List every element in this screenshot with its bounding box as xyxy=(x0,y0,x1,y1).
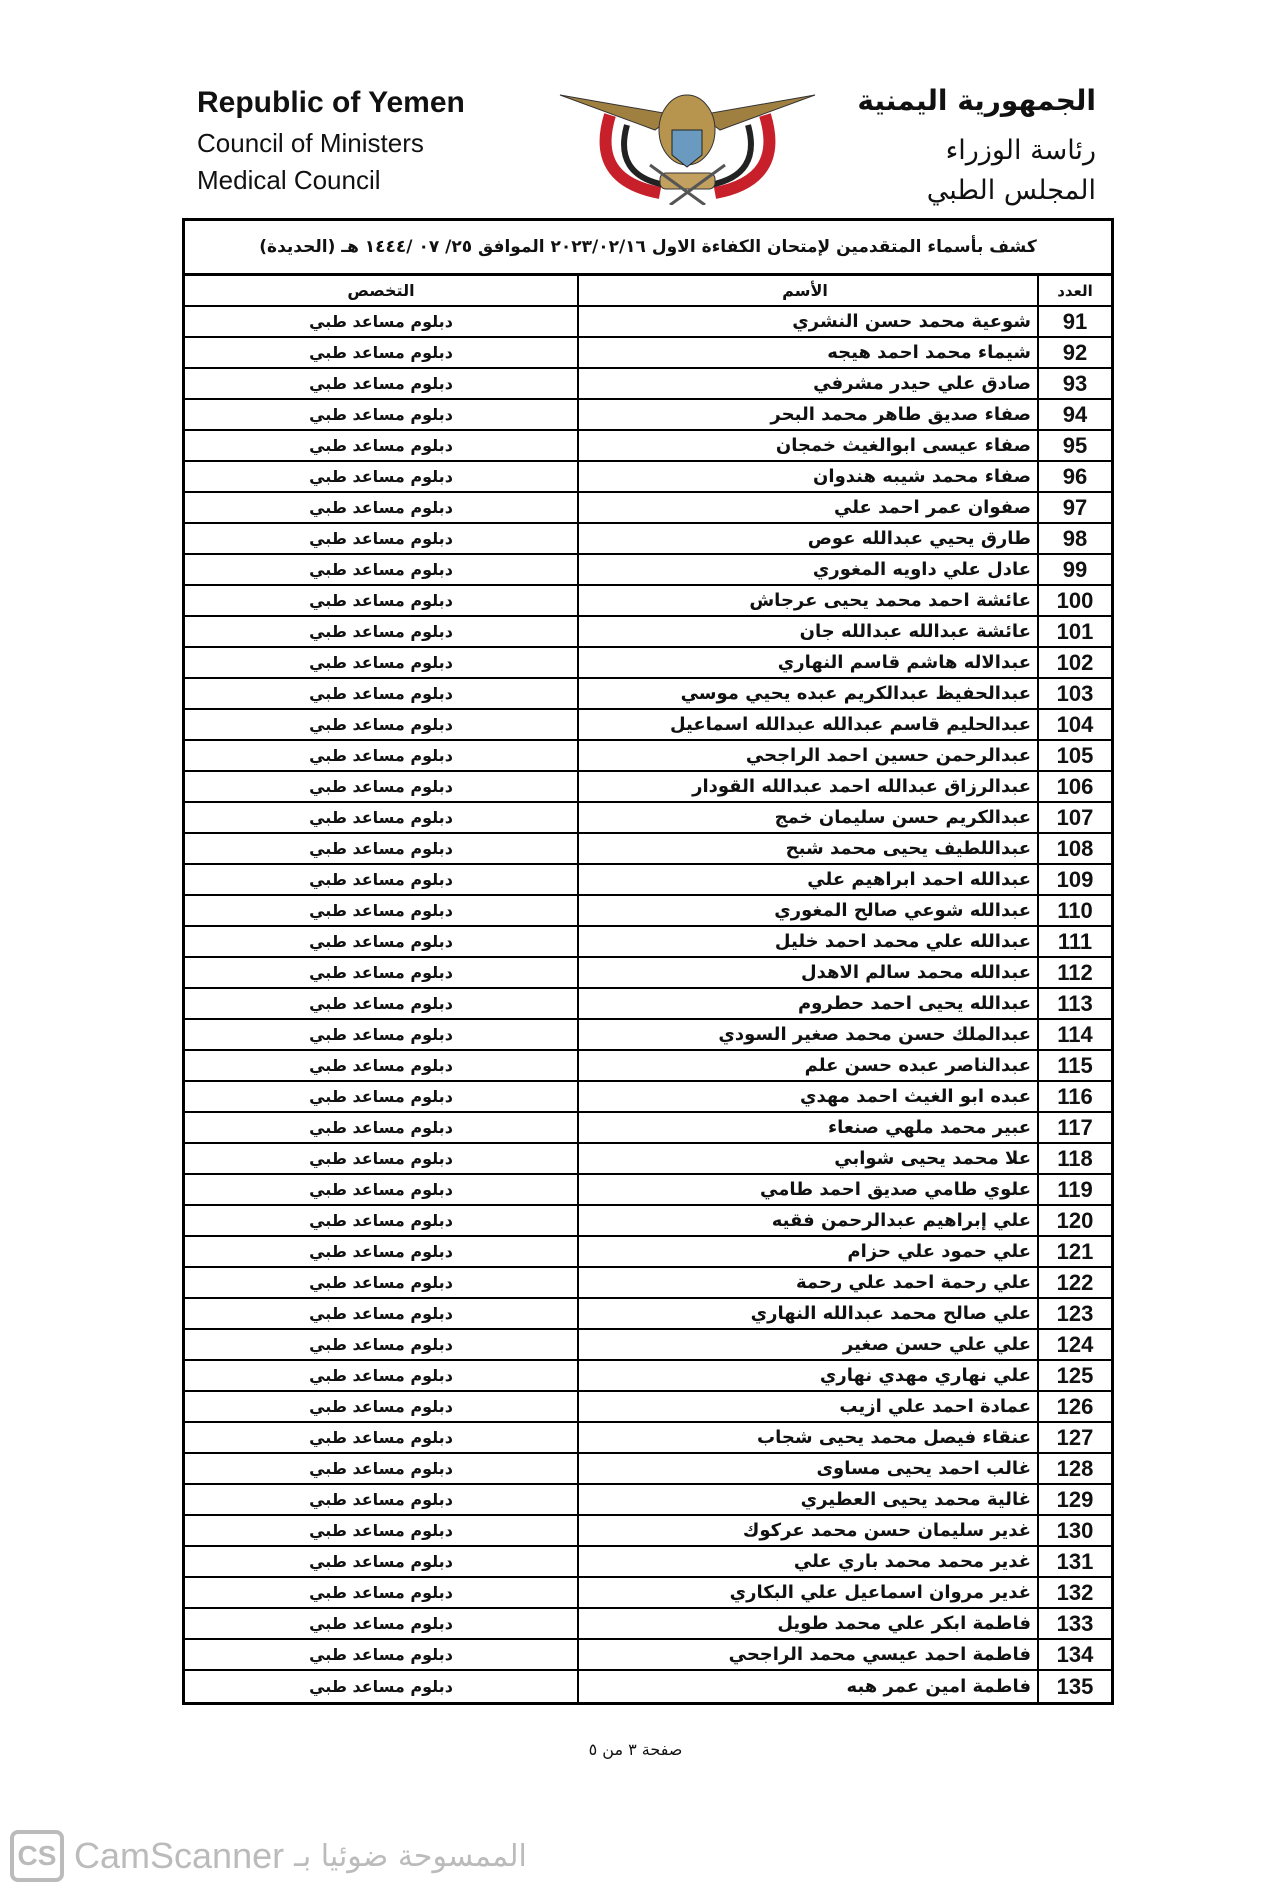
row-number: 124 xyxy=(1037,1330,1111,1359)
specialty: دبلوم مساعد طبي xyxy=(309,1118,453,1137)
table-row xyxy=(185,1268,1111,1299)
row-number: 104 xyxy=(1037,710,1111,739)
specialty: دبلوم مساعد طبي xyxy=(309,1490,453,1509)
table-row xyxy=(185,1671,1111,1702)
applicant-name: صادق علي حيدر مشرفي xyxy=(577,369,1037,398)
header-en-country: Republic of Yemen xyxy=(197,86,465,119)
row-number: 126 xyxy=(1037,1392,1111,1421)
watermark-arabic: الممسوحة ضوئيا بـ xyxy=(294,1838,527,1874)
row-number: 103 xyxy=(1037,679,1111,708)
specialty: دبلوم مساعد طبي xyxy=(309,560,453,579)
specialty: دبلوم مساعد طبي xyxy=(309,405,453,424)
table-row xyxy=(185,679,1111,710)
specialty: دبلوم مساعد طبي xyxy=(309,1677,453,1696)
table-row xyxy=(185,369,1111,400)
row-number: 120 xyxy=(1037,1206,1111,1235)
applicant-name: غالية محمد يحيى العطيري xyxy=(577,1485,1037,1514)
row-number: 98 xyxy=(1037,524,1111,553)
table-row xyxy=(185,1361,1111,1392)
row-number: 117 xyxy=(1037,1113,1111,1142)
applicant-name: غدير سليمان حسن محمد عركوك xyxy=(577,1516,1037,1545)
applicant-name: عبدالله شوعي صالح المغوري xyxy=(577,896,1037,925)
row-number: 114 xyxy=(1037,1020,1111,1049)
specialty: دبلوم مساعد طبي xyxy=(309,1552,453,1571)
watermark-brand: CamScanner xyxy=(74,1835,285,1876)
table-row xyxy=(185,462,1111,493)
row-number: 128 xyxy=(1037,1454,1111,1483)
specialty: دبلوم مساعد طبي xyxy=(309,312,453,331)
specialty: دبلوم مساعد طبي xyxy=(309,1273,453,1292)
row-number: 115 xyxy=(1037,1051,1111,1080)
table-row xyxy=(185,1144,1111,1175)
table-row xyxy=(185,1516,1111,1547)
applicant-name: غدير محمد محمد باري علي xyxy=(577,1547,1037,1576)
row-number: 132 xyxy=(1037,1578,1111,1607)
table-row xyxy=(185,1175,1111,1206)
table-row xyxy=(185,338,1111,369)
specialty: دبلوم مساعد طبي xyxy=(309,1521,453,1540)
applicant-name: عبدالرزاق عبدالله احمد عبدالله القودار xyxy=(577,772,1037,801)
row-number: 112 xyxy=(1037,958,1111,987)
row-number: 130 xyxy=(1037,1516,1111,1545)
specialty: دبلوم مساعد طبي xyxy=(309,498,453,517)
specialty: دبلوم مساعد طبي xyxy=(309,1397,453,1416)
row-number: 109 xyxy=(1037,865,1111,894)
table-row xyxy=(185,1020,1111,1051)
specialty: دبلوم مساعد طبي xyxy=(309,529,453,548)
table-row xyxy=(185,1237,1111,1268)
applicant-name: علي علي حسن صغير xyxy=(577,1330,1037,1359)
row-number: 135 xyxy=(1037,1671,1111,1702)
table-row xyxy=(185,1392,1111,1423)
row-number: 102 xyxy=(1037,648,1111,677)
camscanner-watermark xyxy=(10,1830,527,1882)
applicant-name: علي حمود علي حزام xyxy=(577,1237,1037,1266)
applicant-name: عبدالرحمن حسين احمد الراجحي xyxy=(577,741,1037,770)
table-row xyxy=(185,431,1111,462)
camscanner-logo-icon: CS xyxy=(10,1830,64,1882)
applicant-name: صفاء محمد شيبه هندوان xyxy=(577,462,1037,491)
specialty: دبلوم مساعد طبي xyxy=(309,1211,453,1230)
applicant-name: طارق يحيي عبدالله عوص xyxy=(577,524,1037,553)
table-row xyxy=(185,989,1111,1020)
table-row xyxy=(185,1113,1111,1144)
table-row xyxy=(185,1454,1111,1485)
specialty: دبلوم مساعد طبي xyxy=(309,839,453,858)
applicant-name: عائشة عبدالله عبدالله جان xyxy=(577,617,1037,646)
applicant-name: علي صالح محمد عبدالله النهاري xyxy=(577,1299,1037,1328)
applicant-name: علي رحمة احمد علي رحمة xyxy=(577,1268,1037,1297)
header-en-council: Council of Ministers xyxy=(197,128,424,158)
applicant-name: علا محمد يحيى شوابي xyxy=(577,1144,1037,1173)
applicant-name: فاطمة ابكر علي محمد طويل xyxy=(577,1609,1037,1638)
applicant-name: عبدالحفيظ عبدالكريم عبده يحيي موسي xyxy=(577,679,1037,708)
header-en-medical: Medical Council xyxy=(197,165,381,195)
row-number: 129 xyxy=(1037,1485,1111,1514)
table-row xyxy=(185,1299,1111,1330)
applicant-name: غالب احمد يحيى مساوى xyxy=(577,1454,1037,1483)
applicant-name: عبدالكريم حسن سليمان خمج xyxy=(577,803,1037,832)
specialty: دبلوم مساعد طبي xyxy=(309,1645,453,1664)
specialty: دبلوم مساعد طبي xyxy=(309,963,453,982)
table-row xyxy=(185,1640,1111,1671)
row-number: 95 xyxy=(1037,431,1111,460)
specialty: دبلوم مساعد طبي xyxy=(309,1149,453,1168)
row-number: 119 xyxy=(1037,1175,1111,1204)
column-header-specialty: التخصص xyxy=(347,281,415,300)
applicant-name: عبير محمد ملهي صنعاء xyxy=(577,1113,1037,1142)
column-header-number: العدد xyxy=(1037,276,1111,305)
applicant-name: عبداللطيف يحيى محمد شبح xyxy=(577,834,1037,863)
table-row xyxy=(185,400,1111,431)
applicant-name: عمادة احمد علي ازيب xyxy=(577,1392,1037,1421)
table-row xyxy=(185,927,1111,958)
specialty: دبلوم مساعد طبي xyxy=(309,1366,453,1385)
applicant-name: شيماء محمد احمد هيجه xyxy=(577,338,1037,367)
applicant-name: عادل علي داويه المغوري xyxy=(577,555,1037,584)
specialty: دبلوم مساعد طبي xyxy=(309,1087,453,1106)
table-row xyxy=(185,772,1111,803)
applicant-name: علي إبراهيم عبدالرحمن فقيه xyxy=(577,1206,1037,1235)
row-number: 118 xyxy=(1037,1144,1111,1173)
specialty: دبلوم مساعد طبي xyxy=(309,591,453,610)
applicant-name: عبدالناصر عبده حسن علم xyxy=(577,1051,1037,1080)
specialty: دبلوم مساعد طبي xyxy=(309,1335,453,1354)
applicants-table xyxy=(182,218,1114,1705)
row-number: 116 xyxy=(1037,1082,1111,1111)
table-title: كشف بأسماء المتقدمين لإمتحان الكفاءة الاول ٢٠٢٣/٠٢/١٦ الموافق ٢٥/ ٠٧ /١٤٤٤ هـ (الحديدة) xyxy=(185,221,1111,276)
row-number: 110 xyxy=(1037,896,1111,925)
row-number: 123 xyxy=(1037,1299,1111,1328)
row-number: 113 xyxy=(1037,989,1111,1018)
row-number: 122 xyxy=(1037,1268,1111,1297)
row-number: 127 xyxy=(1037,1423,1111,1452)
table-row xyxy=(185,555,1111,586)
table-row xyxy=(185,307,1111,338)
applicant-name: صفاء عيسى ابوالغيث خمجان xyxy=(577,431,1037,460)
applicant-name: عبدالاله هاشم قاسم النهاري xyxy=(577,648,1037,677)
row-number: 91 xyxy=(1037,307,1111,336)
table-row xyxy=(185,1082,1111,1113)
specialty: دبلوم مساعد طبي xyxy=(309,1428,453,1447)
row-number: 106 xyxy=(1037,772,1111,801)
specialty: دبلوم مساعد طبي xyxy=(309,1242,453,1261)
specialty: دبلوم مساعد طبي xyxy=(309,1614,453,1633)
specialty: دبلوم مساعد طبي xyxy=(309,901,453,920)
specialty: دبلوم مساعد طبي xyxy=(309,1056,453,1075)
table-row xyxy=(185,524,1111,555)
row-number: 101 xyxy=(1037,617,1111,646)
header-ar-council: رئاسة الوزراء xyxy=(945,135,1096,166)
table-row xyxy=(185,1330,1111,1361)
applicant-name: غدير مروان اسماعيل علي البكاري xyxy=(577,1578,1037,1607)
table-row xyxy=(185,1051,1111,1082)
applicant-name: شوعية محمد حسن النشري xyxy=(577,307,1037,336)
applicant-name: فاطمة امين عمر هبه xyxy=(577,1671,1037,1702)
applicant-name: عائشة احمد محمد يحيى عرجاش xyxy=(577,586,1037,615)
table-row xyxy=(185,834,1111,865)
row-number: 93 xyxy=(1037,369,1111,398)
applicant-name: عنقاء فيصل محمد يحيى شجاب xyxy=(577,1423,1037,1452)
specialty: دبلوم مساعد طبي xyxy=(309,1459,453,1478)
specialty: دبلوم مساعد طبي xyxy=(309,653,453,672)
table-row xyxy=(185,493,1111,524)
row-number: 92 xyxy=(1037,338,1111,367)
table-row xyxy=(185,741,1111,772)
applicant-name: صفاء صديق طاهر محمد البحر xyxy=(577,400,1037,429)
table-row xyxy=(185,1485,1111,1516)
header-ar-medical: المجلس الطبي xyxy=(926,175,1096,206)
column-header-name: الأسم xyxy=(577,276,1037,305)
specialty: دبلوم مساعد طبي xyxy=(309,808,453,827)
page-number: صفحة ٣ من ٥ xyxy=(588,1740,683,1759)
table-row xyxy=(185,865,1111,896)
table-row xyxy=(185,586,1111,617)
specialty: دبلوم مساعد طبي xyxy=(309,1180,453,1199)
table-row xyxy=(185,958,1111,989)
applicant-name: عبدالله احمد ابراهيم علي xyxy=(577,865,1037,894)
table-row xyxy=(185,710,1111,741)
specialty: دبلوم مساعد طبي xyxy=(309,343,453,362)
row-number: 134 xyxy=(1037,1640,1111,1669)
row-number: 97 xyxy=(1037,493,1111,522)
specialty: دبلوم مساعد طبي xyxy=(309,1304,453,1323)
row-number: 125 xyxy=(1037,1361,1111,1390)
table-row xyxy=(185,1423,1111,1454)
applicant-name: عبدالحليم قاسم عبدالله عبدالله اسماعيل xyxy=(577,710,1037,739)
row-number: 133 xyxy=(1037,1609,1111,1638)
header-ar-country: الجمهورية اليمنية xyxy=(857,84,1096,117)
specialty: دبلوم مساعد طبي xyxy=(309,994,453,1013)
row-number: 99 xyxy=(1037,555,1111,584)
yemen-emblem-icon xyxy=(555,85,820,205)
row-number: 94 xyxy=(1037,400,1111,429)
table-row xyxy=(185,1206,1111,1237)
applicant-name: صفوان عمر احمد علي xyxy=(577,493,1037,522)
table-header-row xyxy=(185,276,1111,307)
specialty: دبلوم مساعد طبي xyxy=(309,436,453,455)
row-number: 131 xyxy=(1037,1547,1111,1576)
applicant-name: عبده ابو الغيث احمد مهدي xyxy=(577,1082,1037,1111)
specialty: دبلوم مساعد طبي xyxy=(309,715,453,734)
table-row xyxy=(185,1609,1111,1640)
row-number: 121 xyxy=(1037,1237,1111,1266)
specialty: دبلوم مساعد طبي xyxy=(309,870,453,889)
applicant-name: فاطمة احمد عيسي محمد الراجحي xyxy=(577,1640,1037,1669)
specialty: دبلوم مساعد طبي xyxy=(309,1583,453,1602)
table-row xyxy=(185,617,1111,648)
table-row xyxy=(185,803,1111,834)
row-number: 107 xyxy=(1037,803,1111,832)
specialty: دبلوم مساعد طبي xyxy=(309,684,453,703)
specialty: دبلوم مساعد طبي xyxy=(309,932,453,951)
specialty: دبلوم مساعد طبي xyxy=(309,467,453,486)
table-row xyxy=(185,1547,1111,1578)
row-number: 105 xyxy=(1037,741,1111,770)
row-number: 111 xyxy=(1037,927,1111,956)
applicant-name: عبدالملك حسن محمد صغير السودي xyxy=(577,1020,1037,1049)
specialty: دبلوم مساعد طبي xyxy=(309,746,453,765)
table-row xyxy=(185,896,1111,927)
applicant-name: علوي طامي صديق احمد طامي xyxy=(577,1175,1037,1204)
applicant-name: عبدالله محمد سالم الاهدل xyxy=(577,958,1037,987)
specialty: دبلوم مساعد طبي xyxy=(309,777,453,796)
row-number: 96 xyxy=(1037,462,1111,491)
specialty: دبلوم مساعد طبي xyxy=(309,622,453,641)
row-number: 100 xyxy=(1037,586,1111,615)
applicant-name: علي نهاري مهدي نهاري xyxy=(577,1361,1037,1390)
row-number: 108 xyxy=(1037,834,1111,863)
specialty: دبلوم مساعد طبي xyxy=(309,374,453,393)
applicant-name: عبدالله يحيى احمد حطروم xyxy=(577,989,1037,1018)
applicant-name: عبدالله علي محمد احمد خليل xyxy=(577,927,1037,956)
table-row xyxy=(185,1578,1111,1609)
specialty: دبلوم مساعد طبي xyxy=(309,1025,453,1044)
table-row xyxy=(185,648,1111,679)
